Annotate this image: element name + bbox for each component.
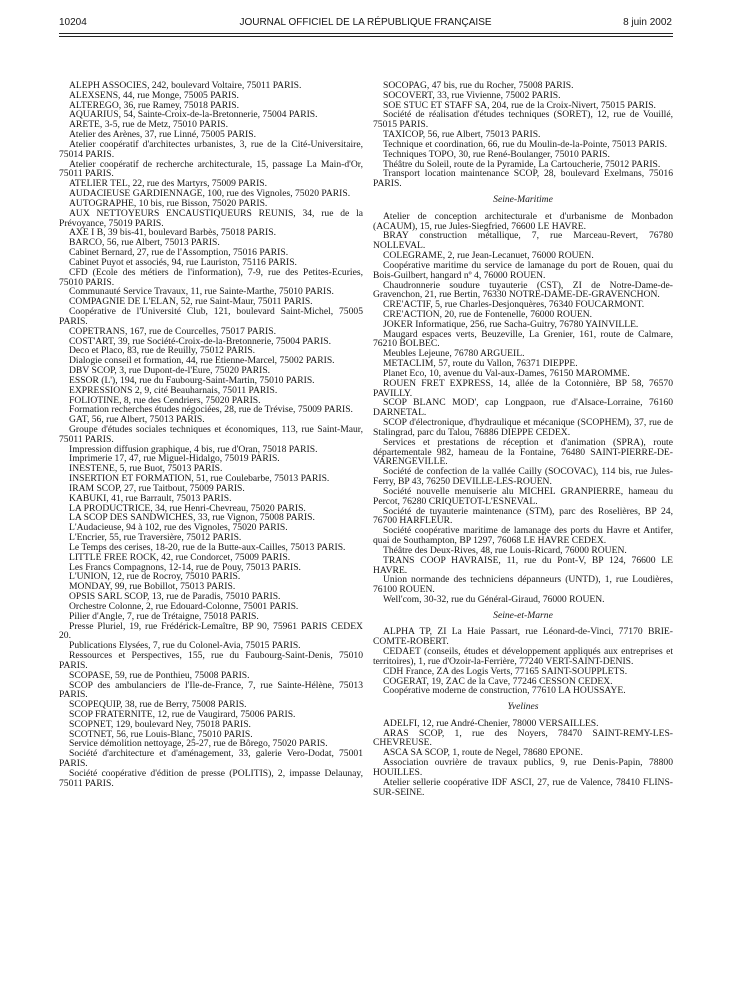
list-entry: Coopérative de l'Université Club, 121, boulevard Saint-Michel, 75005 PARIS. <box>59 306 363 327</box>
list-entry: TRANS COOP HAVRAISE, 11, rue du Pont-V, BP 124, 76600 LE HAVRE. <box>373 554 673 576</box>
list-entry: CFD (Ecole des métiers de l'information), 7-9, rue des Petites-Ecuries, 75010 PARIS. <box>59 266 363 288</box>
list-entry: AQUARIUS, 54, Sainte-Croix-de-la-Bretonnerie, 75004 PARIS. <box>69 109 318 121</box>
list-entry: COST'ART, 39, rue Société-Croix-de-la-Bretonnerie, 75004 PARIS. <box>69 335 332 347</box>
list-entry: Cabinet Bernard, 27, rue de l'Assomption, 75016 PARIS. <box>69 247 289 259</box>
list-entry: Maugard espaces verts, Beuzeville, La Grenier, 161, route de Calmare, 76210 BOLBEC. <box>373 328 673 350</box>
yvelines-list <box>373 719 673 798</box>
list-entry: Société de confection de la vallée Cailly (SOCOVAC), 114 bis, rue Jules-Ferry, BP 43, 76250 DEVILLE-LES-ROUEN. <box>373 466 673 488</box>
list-entry: Le Temps des cerises, 18-20, rue de la Butte-aux-Cailles, 75013 PARIS. <box>69 541 346 553</box>
list-entry: INSERTION ET FORMATION, 51, rue Coulebarbe, 75013 PARIS. <box>69 473 330 485</box>
list-entry: SCOPNET, 129, boulevard Ney, 75018 PARIS. <box>69 718 251 730</box>
list-entry: Service démolition nettoyage, 25-27, rue de Bôrego, 75020 PARIS. <box>69 738 328 750</box>
list-entry: Presse Pluriel, 19, rue Frédérick-Lemaître, BP 90, 75961 PARIS CEDEX 20. <box>59 620 363 642</box>
list-entry: BRAY construction métallique, 7, rue Marceau-Revert, 76780 NOLLEVAL. <box>373 230 673 252</box>
list-entry: Cabinet Puyot et associés, 94, rue Lauriston, 75116 PARIS. <box>69 256 297 268</box>
page-number: 10204 <box>59 17 87 28</box>
section-heading-seine-et-marne: Seine-et-Marne <box>493 609 553 621</box>
list-entry: CRE'ACTION, 20, rue de Fontenelle, 76000 ROUEN. <box>383 308 593 320</box>
list-entry: Orchestre Colonne, 2, rue Edouard-Colonne, 75001 PARIS. <box>69 600 299 612</box>
list-entry: Théâtre du Soleil, route de la Pyramide, La Cartoucherie, 75012 PARIS. <box>383 158 661 170</box>
list-entry: Ressources et Perspectives, 155, rue du Faubourg-Saint-Denis, 75010 PARIS. <box>59 650 363 671</box>
right-column <box>373 81 673 797</box>
list-entry: CDH France, ZA des Logis Verts, 77165 SAINT-SOUPPLETS. <box>383 665 628 677</box>
list-entry: Les Francs Compagnons, 12-14, rue de Pouy, 75013 PARIS. <box>69 561 301 573</box>
list-entry: Techniques TOPO, 30, rue René-Boulanger, 75010 PARIS. <box>383 148 610 160</box>
list-entry: AUTOGRAPHE, 10 bis, rue Bisson, 75020 PARIS. <box>69 197 268 209</box>
list-entry: ARAS SCOP, 1, rue des Noyers, 78470 SAINT-REMY-LES-CHEVREUSE. <box>373 727 673 749</box>
list-entry: L'Audacieuse, 94 à 102, rue des Vignoles, 75020 PARIS. <box>69 522 288 534</box>
list-entry: ALTEREGO, 36, rue Ramey, 75018 PARIS. <box>69 99 240 111</box>
list-entry: L'UNION, 12, rue de Rocroy, 75010 PARIS. <box>69 571 241 583</box>
list-entry: AUDACIEUSE GARDIENNAGE, 100, rue des Vignoles, 75020 PARIS. <box>69 188 351 200</box>
publication-date: 8 juin 2002 <box>623 17 672 28</box>
seine-maritime-list <box>373 212 673 605</box>
list-entry: KABUKI, 41, rue Barrault, 75013 PARIS. <box>69 492 232 504</box>
list-entry: CEDAET (conseils, études et développement appliqués aux entreprises et territoires), 1, rue d'Ozoir-la-Ferrière, 77240 VERT-SAINT-DENIS. <box>373 646 673 667</box>
list-entry: MONDAY, 99, rue Bobillot, 75013 PARIS. <box>69 581 236 593</box>
list-entry: Société coopérative maritime de lamanage des ports du Havre et Antifer, quai de Southampton, BP 1297, 76068 LE HAVRE CEDEX. <box>373 525 673 547</box>
list-entry: Publications Elysées, 7, rue du Colonel-Avia, 75015 PARIS. <box>69 640 301 652</box>
list-entry: ALEXSENS, 44, rue Monge, 75005 PARIS. <box>69 89 239 101</box>
journal-title: JOURNAL OFFICIEL DE LA RÉPUBLIQUE FRANÇAISE <box>239 17 492 28</box>
list-entry: COMPAGNIE DE L'ELAN, 52, rue Saint-Maur, 75011 PARIS. <box>69 296 313 308</box>
list-entry: ROUEN FRET EXPRESS, 14, allée de la Cotonnière, BP 58, 76570 PAVILLY. <box>373 377 673 399</box>
section-heading-yvelines: Yvelines <box>507 701 539 713</box>
list-entry: COPETRANS, 167, rue de Courcelles, 75017 PARIS. <box>69 325 276 337</box>
list-entry: ESSOR (L'), 194, rue du Faubourg-Saint-Martin, 75010 PARIS. <box>69 374 315 386</box>
list-entry: Société nouvelle menuiserie alu MICHEL GRANPIERRE, hameau du Percot, 76280 CRIQUETOT-L'ESNEVAL. <box>373 485 673 507</box>
list-entry: Communauté Service Travaux, 11, rue Sainte-Marthe, 75010 PARIS. <box>69 286 334 298</box>
list-entry: Atelier sellerie coopérative IDF ASCI, 27, rue de Valence, 78410 FLINS-SUR-SEINE. <box>373 776 673 798</box>
paris-continued-list <box>373 81 673 189</box>
list-entry: ADELFI, 12, rue André-Chenier, 78000 VERSAILLES. <box>383 717 599 729</box>
list-entry: INESTENE, 5, rue Buot, 75013 PARIS. <box>69 463 223 475</box>
list-entry: JOKER Informatique, 256, rue Sacha-Guitry, 76780 YAINVILLE. <box>383 318 639 330</box>
list-entry: SCOTNET, 56, rue Louis-Blanc, 75010 PARIS. <box>69 728 253 740</box>
list-entry: CRE'ACTIF, 5, rue Charles-Desjonquères, 76340 FOUCARMONT. <box>383 299 645 311</box>
list-entry: Atelier des Arènes, 37, rue Linné, 75005 PARIS. <box>69 129 256 141</box>
list-entry: Dialogie conseil et formation, 44, rue Etienne-Marcel, 75002 PARIS. <box>69 355 335 367</box>
list-entry: SCOP FRATERNITE, 12, rue de Vaugirard, 75006 PARIS. <box>69 709 296 720</box>
list-entry: AXE I B, 39 bis-41, boulevard Barbès, 75018 PARIS. <box>69 227 276 239</box>
list-entry: Deco et Placo, 83, rue de Reuilly, 75012 PARIS. <box>69 345 256 357</box>
list-entry: SOCOVERT, 33, rue Vivienne, 75002 PARIS. <box>383 89 561 101</box>
list-entry: LA PRODUCTRICE, 34, rue Henri-Chevreau, 75020 PARIS. <box>69 502 306 514</box>
list-entry: Société de réalisation d'études techniques (SORET), 12, rue de Vouillé, 75015 PARIS. <box>373 109 673 131</box>
list-entry: SCOP BLANC MOD', cap Longpaon, rue d'Alsace-Lorraine, 76160 DARNETAL. <box>373 397 673 419</box>
list-entry: ALPHA TP, ZI La Haie Passart, rue Léonard-de-Vinci, 77170 BRIE-COMTE-ROBERT. <box>373 626 673 648</box>
list-entry: SCOPEQUIP, 38, rue de Berry, 75008 PARIS. <box>69 699 247 711</box>
list-entry: Union normande des techniciens dépanneurs (UNTD), 1, rue Loudières, 76100 ROUEN. <box>373 574 673 596</box>
list-entry: FOLIOTINE, 8, rue des Cendriers, 75020 PARIS. <box>69 394 261 406</box>
list-entry: TAXICOP, 56, rue Albert, 75013 PARIS. <box>383 129 541 141</box>
list-entry: Planet Eco, 10, avenue du Val-aux-Dames, 76150 MAROMME. <box>383 367 630 379</box>
list-entry: COLEGRAME, 2, rue Jean-Lecanuet, 76000 ROUEN. <box>383 250 594 262</box>
list-entry: METACLIM, 57, route du Vallon, 76371 DIEPPE. <box>383 358 578 370</box>
section-heading-seine-maritime: Seine-Maritime <box>493 194 553 206</box>
list-entry: Transport location maintenance SCOP, 28, boulevard Exelmans, 75016 PARIS. <box>373 168 673 190</box>
list-entry: LITTLE FREE ROCK, 42, rue Condorcet, 75009 PARIS. <box>69 551 291 563</box>
list-entry: SCOP d'électronique, d'hydraulique et mécanique (SCOPHEM), 37, rue de Stalingrad, parc du Talou, 76886 DIEPPE CEDEX. <box>373 417 673 438</box>
list-entry: Théâtre des Deux-Rives, 48, rue Louis-Ricard, 76000 ROUEN. <box>383 544 627 556</box>
list-entry: GAT, 56, rue Albert, 75013 PARIS. <box>69 414 205 426</box>
list-entry: OPSIS SARL SCOP, 13, rue de Paradis, 75010 PARIS. <box>69 591 281 603</box>
list-entry: Services et prestations de réception et d'animation (SPRA), route départementale 982, hameau de la Fontaine, 76480 SAINT-PIERRE-DE-VARENGEVILLE. <box>373 436 673 468</box>
list-entry: IRAM SCOP, 27, rue Taitbout, 75009 PARIS. <box>69 482 245 494</box>
list-entry: Société d'architecture et d'aménagement, 33, galerie Vero-Dodat, 75001 PARIS. <box>59 748 363 770</box>
list-entry: L'Encrier, 55, rue Traversière, 75012 PARIS. <box>69 532 242 544</box>
list-entry: SOE STUC ET STAFF SA, 204, rue de la Croix-Nivert, 75015 PARIS. <box>383 99 656 111</box>
list-entry: Impression diffusion graphique, 4 bis, rue d'Oran, 75018 PARIS. <box>69 443 318 455</box>
list-entry: ALEPH ASSOCIES, 242, boulevard Voltaire, 75011 PARIS. <box>69 80 302 91</box>
list-entry: Meubles Lejeune, 76780 ARGUEIL. <box>383 348 525 360</box>
list-entry: Groupe d'études sociales techniques et économiques, 113, rue Saint-Maur, 75011 PARIS. <box>59 423 363 445</box>
list-entry: SCOPASE, 59, rue de Ponthieu, 75008 PARIS. <box>69 669 250 681</box>
list-entry: Formation recherches études négociées, 28, rue de Trévise, 75009 PARIS. <box>69 404 353 416</box>
list-entry: SCOP des ambulanciers de l'Ile-de-France, 7, rue Sainte-Hélène, 75013 PARIS. <box>59 679 363 701</box>
list-entry: Association ouvrière de travaux publics, 9, rue Denis-Papin, 78800 HOUILLES. <box>373 757 673 778</box>
list-entry: ASCA SA SCOP, 1, route de Negel, 78680 EPONE. <box>383 747 583 759</box>
list-entry: Pilier d'Angle, 7, rue de Trétaigne, 75018 PARIS. <box>69 610 259 622</box>
list-entry: Atelier coopératif de recherche architecturale, 15, passage La Main-d'Or, 75011 PARIS. <box>59 158 363 180</box>
list-entry: LA SCOP DES SANDWICHES, 33, rue Vignon, 75008 PARIS. <box>69 512 315 524</box>
seine-et-marne-list <box>373 627 673 696</box>
list-entry: Coopérative maritime du service de lamanage du port de Rouen, quai du Bois-Guilbert, hangard nº 4, 76000 ROUEN. <box>373 259 673 281</box>
list-entry: ATELIER TEL, 22, rue des Martyrs, 75009 PARIS. <box>69 178 267 190</box>
list-entry: Société coopérative d'édition de presse (POLITIS), 2, impasse Delaunay, 75011 PARIS. <box>59 767 363 789</box>
list-entry: EXPRESSIONS 2, 9, cité Beauharnais, 75011 PARIS. <box>69 384 278 396</box>
header-rule <box>59 33 673 34</box>
list-entry: Well'com, 30-32, rue du Général-Giraud, 76000 ROUEN. <box>383 594 605 605</box>
list-entry: Société de tuyauterie maintenance (STM), parc des Roselières, BP 24, 76700 HARFLEUR. <box>373 505 673 527</box>
list-entry: BARCO, 56, rue Albert, 75013 PARIS. <box>69 237 220 249</box>
header-rule-secondary <box>59 36 673 37</box>
page-header <box>59 17 672 31</box>
list-entry: COGERAT, 19, ZAC de la Cave, 77246 CESSON CEDEX. <box>383 675 613 687</box>
list-entry: Atelier coopératif d'architectes urbanistes, 3, rue de la Cité-Universitaire, 75014 PARIS. <box>59 138 363 160</box>
list-entry: AUX NETTOYEURS ENCAUSTIQUEURS REUNIS, 34, rue de la Prévoyance, 75019 PARIS. <box>59 207 363 229</box>
list-entry: SOCOPAG, 47 bis, rue du Rocher, 75008 PARIS. <box>383 80 574 91</box>
list-entry: Chaudronnerie soudure tuyauterie (CST), ZI de Notre-Dame-de-Gravenchon, 21, rue Bertin, 76330 NOTRE-DAME-DE-GRAVENCHON. <box>373 279 673 301</box>
list-entry: Coopérative moderne de construction, 77610 LA HOUSSAYE. <box>383 685 626 697</box>
list-entry: Atelier de conception architecturale et d'urbanisme de Monbadon (ACAUM), 15, rue Jules-Siegfried, 76600 LE HAVRE. <box>373 210 673 232</box>
list-entry: Technique et coordination, 66, rue du Moulin-de-la-Pointe, 75013 PARIS. <box>383 138 668 150</box>
list-entry: Imprimerie 17, 47, rue Miguel-Hidalgo, 75019 PARIS. <box>69 453 280 465</box>
left-column <box>59 81 363 789</box>
list-entry: ARETE, 3-5, rue de Metz, 75010 PARIS. <box>69 119 228 131</box>
list-entry: DBV SCOP, 3, rue Dupont-de-l'Eure, 75020 PARIS. <box>69 365 271 377</box>
